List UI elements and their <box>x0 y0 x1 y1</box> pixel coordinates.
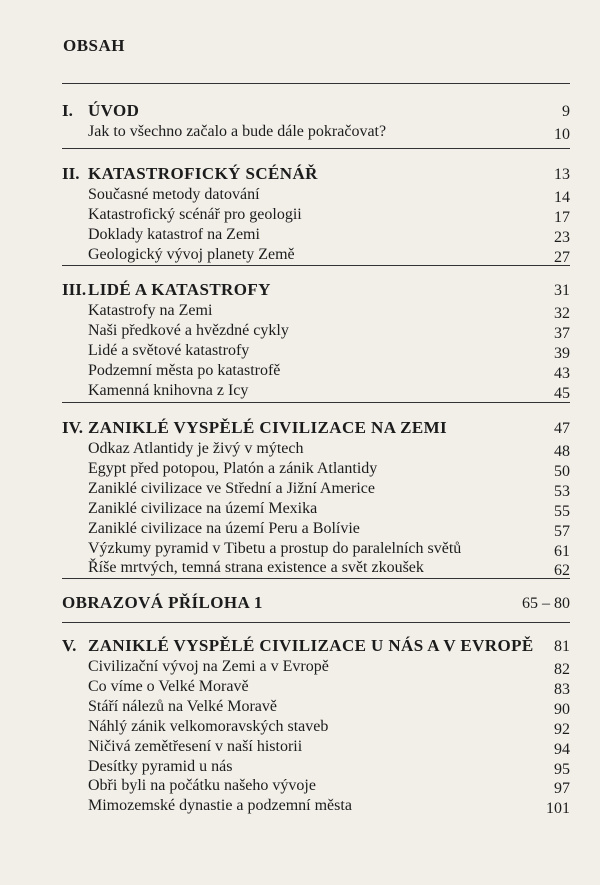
section-title: ZANIKLÉ VYSPĚLÉ CIVILIZACE NA ZEMI <box>88 418 448 437</box>
toc-entry-page-number: 43 <box>554 364 570 382</box>
toc-entry-title: Současné metody datování <box>88 186 260 203</box>
toc-entry-page-number: 14 <box>554 189 570 206</box>
toc-entry-page-number: 10 <box>554 126 570 143</box>
section-page-number: 9 <box>562 103 570 120</box>
section-title: OBRAZOVÁ PŘÍLOHA 1 <box>62 593 263 612</box>
section-number: V. <box>62 636 77 655</box>
toc-entry-title: Jak to všechno začalo a bude dále pokračovat? <box>88 123 387 140</box>
section-page-number: 65 – 80 <box>522 595 570 612</box>
section-divider <box>62 83 570 84</box>
toc-entry-title: Egypt před potopou, Platón a zánik Atlantidy <box>88 459 378 477</box>
toc-entry-title: Kamenná knihovna z Icy <box>88 381 249 399</box>
section-page-number: 13 <box>554 166 570 183</box>
toc-entry-title: Lidé a světové katastrofy <box>88 341 250 359</box>
toc-entry-title: Ničivá zemětřesení v naší historii <box>88 737 303 755</box>
section-divider <box>62 265 570 266</box>
toc-entry-title: Stáří nálezů na Velké Moravě <box>88 697 277 715</box>
toc-entry-page-number: 90 <box>554 700 570 718</box>
toc-entry-page-number: 23 <box>554 228 570 246</box>
section-number: IV. <box>62 418 83 437</box>
toc-entry-title: Katastrofy na Zemi <box>88 302 213 319</box>
toc-entry-title: Výzkumy pyramid v Tibetu a prostup do paralelních světů <box>88 539 462 557</box>
toc-entry-title: Civilizační vývoj na Zemi a v Evropě <box>88 658 329 675</box>
toc-entry-page-number: 53 <box>554 482 570 500</box>
toc-entry-page-number: 97 <box>554 780 570 798</box>
toc-entry-title: Obři byli na počátku našeho vývoje <box>88 777 316 795</box>
toc-entry-page-number: 39 <box>554 344 570 362</box>
toc-entry-page-number: 32 <box>554 305 570 322</box>
section-divider <box>62 148 570 149</box>
page-title: OBSAH <box>63 36 126 55</box>
toc-entry-title: Odkaz Atlantidy je živý v mýtech <box>88 440 304 457</box>
toc-entry-page-number: 37 <box>554 324 570 342</box>
toc-entry-title: Náhlý zánik velkomoravských staveb <box>88 717 329 735</box>
toc-entry-page-number: 83 <box>554 680 570 698</box>
toc-entry-title: Zaniklé civilizace na území Mexika <box>88 499 318 517</box>
toc-entry-page-number: 27 <box>554 248 570 266</box>
section-page-number: 81 <box>554 638 570 655</box>
toc-entry-title: Geologický vývoj planety Země <box>88 245 295 263</box>
toc-entry-page-number: 62 <box>554 562 570 580</box>
toc-entry-page-number: 94 <box>554 740 570 758</box>
section-title: LIDÉ A KATASTROFY <box>88 280 271 299</box>
toc-entry-title: Doklady katastrof na Zemi <box>88 225 260 243</box>
toc-entry-page-number: 61 <box>554 542 570 560</box>
toc-entry-page-number: 95 <box>554 760 570 778</box>
section-divider <box>62 622 570 623</box>
toc-entry-page-number: 48 <box>554 443 570 460</box>
toc-entry-title: Katastrofický scénář pro geologii <box>88 205 302 223</box>
section-title: KATASTROFICKÝ SCÉNÁŘ <box>88 164 318 183</box>
toc-entry-title: Desítky pyramid u nás <box>88 757 233 775</box>
toc-entry-page-number: 92 <box>554 720 570 738</box>
section-divider <box>62 402 570 403</box>
section-number: I. <box>62 101 73 120</box>
toc-entry-page-number: 101 <box>546 800 570 818</box>
toc-entry-page-number: 57 <box>554 522 570 540</box>
toc-entry-title: Mimozemské dynastie a podzemní města <box>88 797 352 815</box>
section-page-number: 47 <box>554 420 570 437</box>
section-title: ZANIKLÉ VYSPĚLÉ CIVILIZACE U NÁS A V EVROPĚ <box>88 636 534 655</box>
toc-entry-title: Naši předkové a hvězdné cykly <box>88 321 289 339</box>
toc-entry-title: Co víme o Velké Moravě <box>88 677 249 695</box>
section-number: III. <box>62 280 87 299</box>
toc-entry-page-number: 50 <box>554 462 570 480</box>
toc-entry-page-number: 82 <box>554 661 570 678</box>
toc-entry-page-number: 45 <box>554 384 570 402</box>
toc-entry-page-number: 55 <box>554 502 570 520</box>
show-through-texture <box>330 40 331 41</box>
section-page-number: 31 <box>554 282 570 299</box>
toc-entry-title: Podzemní města po katastrofě <box>88 361 281 379</box>
section-number: II. <box>62 164 80 183</box>
section-divider <box>62 578 570 579</box>
toc-entry-page-number: 17 <box>554 208 570 226</box>
toc-entry-title: Říše mrtvých, temná strana existence a svět zkoušek <box>88 559 424 577</box>
toc-entry-title: Zaniklé civilizace na území Peru a Bolívie <box>88 519 360 537</box>
section-title: ÚVOD <box>88 101 140 120</box>
toc-entry-title: Zaniklé civilizace ve Střední a Jižní Americe <box>88 479 375 497</box>
